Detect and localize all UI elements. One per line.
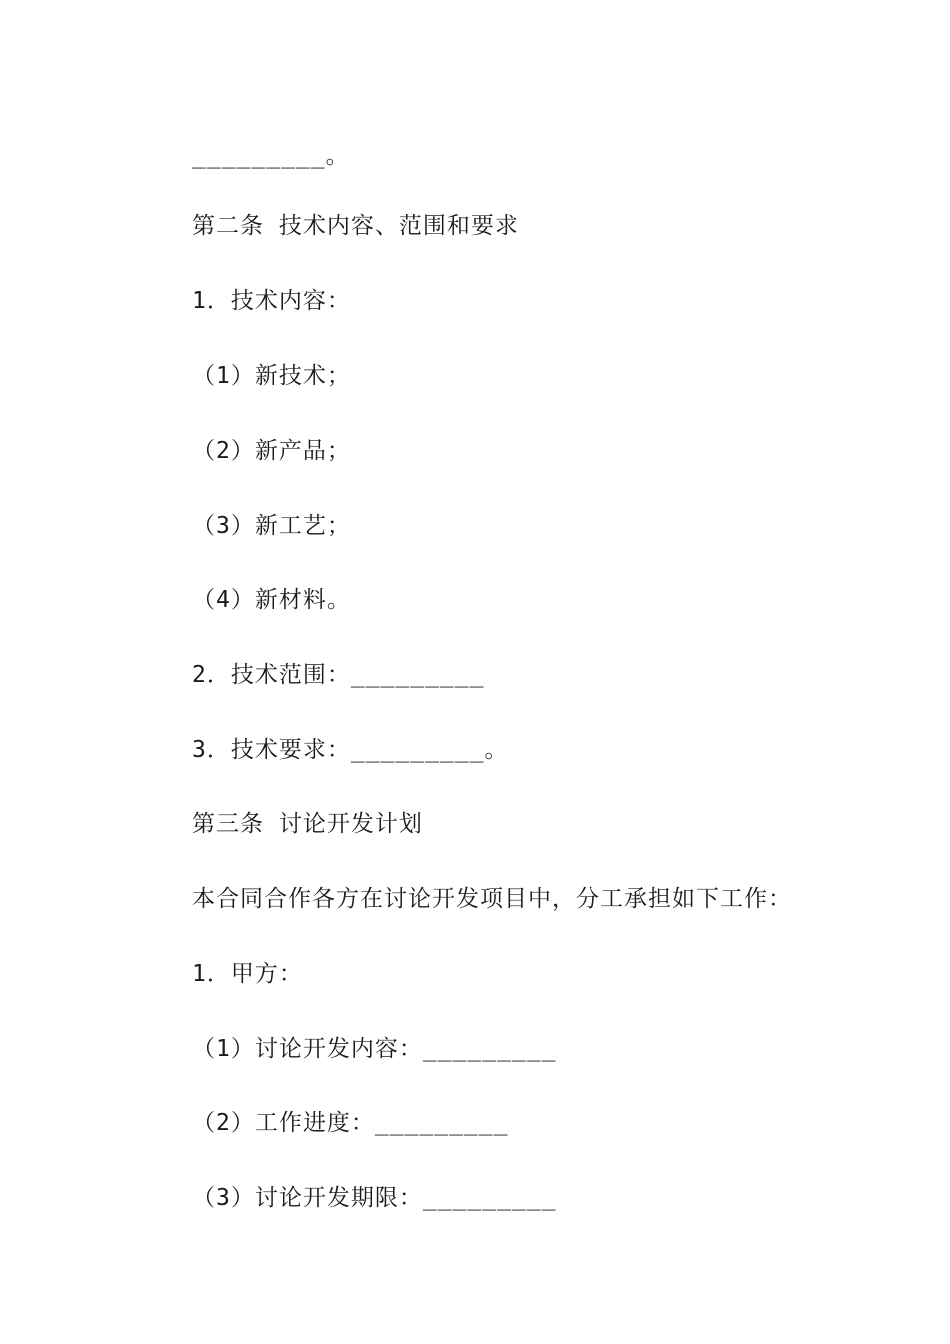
subitem-rd-content: （1）讨论开发内容：_________ [192,1036,557,1062]
subitem-new-product: （2）新产品； [192,438,351,464]
text-line-blank-end: _________。 [192,143,350,169]
subitem-work-progress: （2）工作进度：_________ [192,1110,509,1136]
subitem-new-material: （4）新材料。 [192,587,351,613]
article-2-heading: 第二条 技术内容、范围和要求 [192,213,519,239]
division-of-work-paragraph: 本合同合作各方在讨论开发项目中，分工承担如下工作： [192,886,792,912]
subitem-new-process: （3）新工艺； [192,513,351,539]
item-3-technical-requirements: 3．技术要求：_________。 [192,737,509,763]
item-1-technical-content: 1．技术内容： [192,288,351,314]
item-1-party-a: 1．甲方： [192,961,303,987]
item-2-technical-scope: 2．技术范围：_________ [192,662,485,688]
subitem-new-technology: （1）新技术； [192,363,351,389]
article-3-heading: 第三条 讨论开发计划 [192,811,423,837]
subitem-rd-deadline: （3）讨论开发期限：_________ [192,1185,557,1211]
